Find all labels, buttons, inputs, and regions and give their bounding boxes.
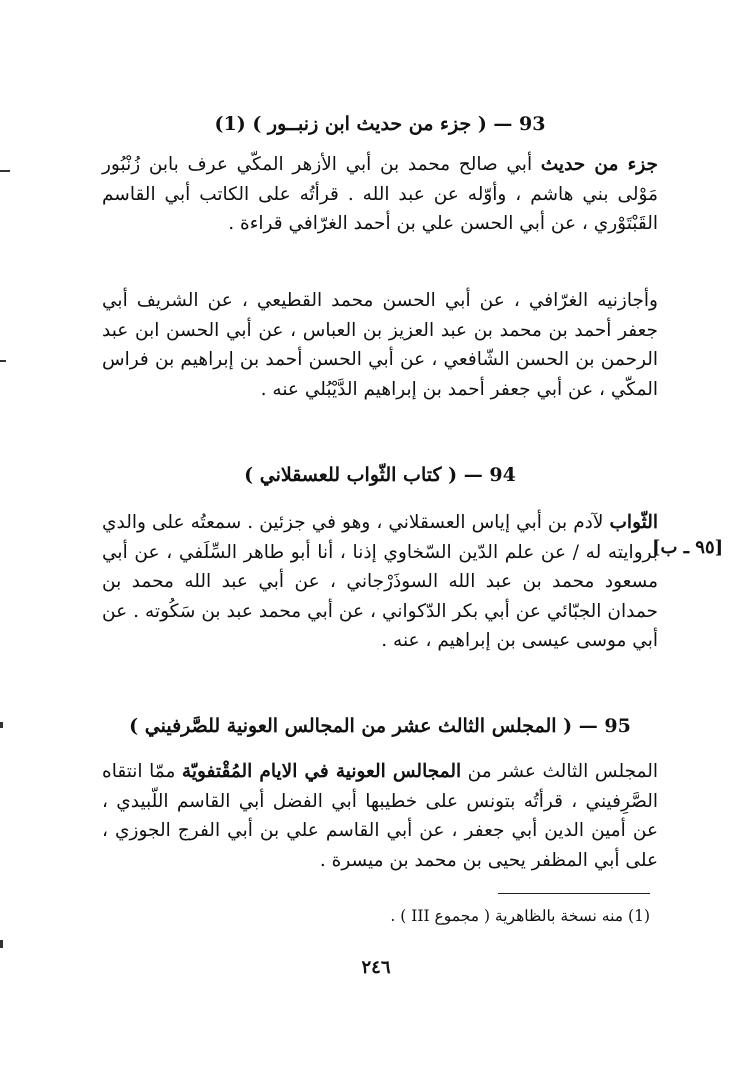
paragraph-text: وأجازنيه الغرّافي ، عن أبي الحسن محمد القطيعي ، عن الشريف أبي جعفر أحمد بن محمد بن عبد العزيز بن العباس ، عن أبي الحسن ابن عبد الرحمن بن الحسن الشّافعي ، عن أبي الحسن أحمد بن إبراهيم بن فراس المكّي ، عن أبي جعفر أحمد بن إبراهيم الدَّيْبُلي عنه .	[102, 290, 658, 400]
margin-mark	[0, 940, 3, 948]
lead-term: الثّواب	[609, 512, 658, 533]
paragraph-text: المجلس الثالث عشر من المجالس العونية في الايام المُقْتفويّة ممّا انتقاه الصَّرِفيني ، قرأتُه بتونس على خطيبها أبي الفضل أبي القاسم اللّبيدي ، عن أمين الدين أبي جعفر ، عن أبي القاسم علي بن أبي الفرج الجوزي ، على أبي المظفر يحيى بن محمد بن ميسرة .	[102, 761, 658, 871]
margin-mark	[0, 722, 3, 728]
margin-folio-note: [٩٥ ـ ب]	[652, 537, 724, 558]
section-93-paragraph-1	[102, 150, 658, 239]
page-number: ٢٤٦	[361, 957, 391, 978]
lead-term: جزء من حديث	[540, 154, 658, 175]
footnote-divider	[498, 893, 650, 894]
footnote: (1) منه نسخة بالظاهرية ( مجموع III ) .	[390, 907, 650, 925]
section-94-paragraph-1	[102, 508, 658, 656]
paragraph-text: لآدم بن أبي إياس العسقلاني ، وهو في جزئين . سمعتُه على والدي بروايته له / عن علم الدّين السّخاوي إذنا ، أنا أبو طاهر السِّلَفي ، عن أبي مسعود محمد بن عبد الله السوذَرْجاني ، عن أبي عبد الله محمد بن حمدان الجبّائي عن أبي بكر الدّكواني ، عن أبي محمد عبد بن سَكُوته . عن أبي موسى عيسى بن إبراهيم ، عنه .	[102, 512, 658, 651]
section-heading-95: 95 — ( المجلس الثالث عشر من المجالس العونية للصَّرفيني )	[129, 715, 631, 737]
emphasized-title: المجالس العونية في الايام المُقْتفويّة	[181, 761, 462, 782]
section-93-paragraph-2	[102, 286, 658, 404]
section-heading-94: 94 — ( كتاب الثّواب للعسقلاني )	[244, 464, 516, 486]
margin-mark	[0, 360, 6, 362]
section-heading-93: 93 — ( جزء من حديث ابن زنبــور ) (1)	[214, 113, 546, 135]
margin-mark	[0, 170, 10, 172]
section-95-paragraph-1	[102, 757, 658, 875]
paragraph-text: أبي صالح محمد بن أبي الأزهر المكّي عرف بابن زُنْبُور مَوْلى بني هاشم ، وأوّله عن عبد الله . قرأتُه على الكاتب أبي القاسم القَبْتَوْري ، عن أبي الحسن علي بن أحمد الغرّافي قراءة .	[102, 154, 658, 234]
